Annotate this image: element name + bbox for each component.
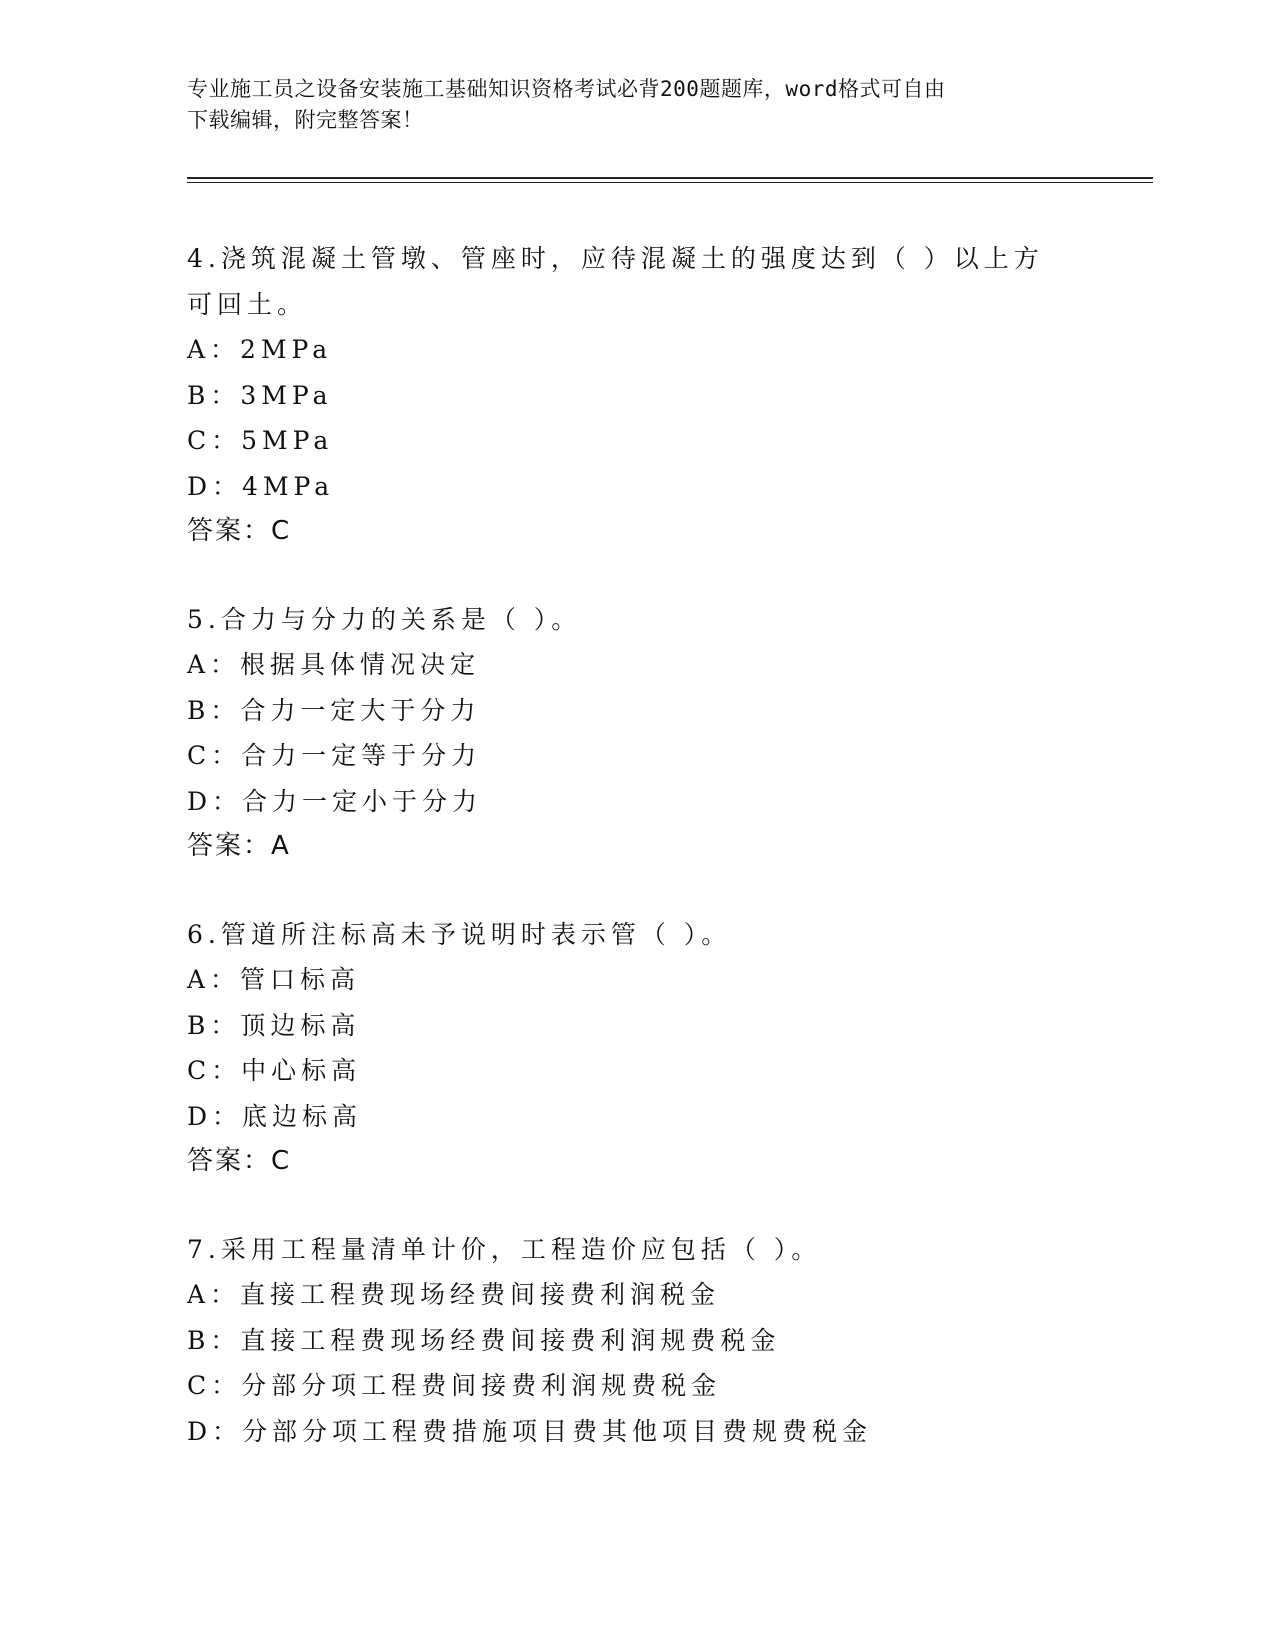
option-a: A：管口标高 (187, 965, 361, 994)
header-line-1: 专业施工员之设备安装施工基础知识资格考试必背200题题库，word格式可自由 (187, 77, 946, 101)
question-stem: 4.浇筑混凝土管墩、管座时，应待混凝土的强度达到（ ）以上方可回土。 (187, 244, 1044, 319)
answer-label: 答案：A (187, 831, 291, 861)
option-d: D：分部分项工程费措施项目费其他项目费规费税金 (187, 1416, 873, 1446)
option-c: C：5MPa (187, 426, 334, 455)
option-a: A：2MPa (187, 335, 333, 364)
header-divider-thin (187, 182, 1153, 183)
option-a: A：根据具体情况决定 (187, 650, 481, 679)
header-line-2: 下载编辑，附完整答案！ (187, 108, 424, 132)
question-list (187, 236, 1087, 1496)
question-5 (187, 597, 1087, 870)
question-stem: 5.合力与分力的关系是（ ）。 (187, 604, 582, 634)
document-header (187, 74, 1087, 136)
answer-label: 答案：C (187, 516, 292, 546)
option-b: B：直接工程费现场经费间接费利润规费税金 (187, 1325, 781, 1355)
option-d: D：合力一定小于分力 (187, 786, 483, 816)
question-stem: 6.管道所注标高未予说明时表示管（ ）。 (187, 919, 732, 949)
option-b: B：合力一定大于分力 (187, 695, 481, 725)
option-b: B：3MPa (187, 380, 333, 410)
header-divider-thick (187, 177, 1153, 179)
option-c: C：分部分项工程费间接费利润规费税金 (187, 1371, 722, 1400)
option-a: A：直接工程费现场经费间接费利润税金 (187, 1280, 721, 1309)
question-6 (187, 912, 1087, 1185)
option-d: D：底边标高 (187, 1101, 363, 1131)
option-d: D：4MPa (187, 471, 335, 501)
question-stem: 7.采用工程量清单计价，工程造价应包括（ ）。 (187, 1234, 822, 1264)
option-b: B：顶边标高 (187, 1010, 361, 1040)
question-4 (187, 236, 1087, 555)
answer-label: 答案：C (187, 1146, 292, 1176)
option-c: C：中心标高 (187, 1056, 362, 1085)
option-c: C：合力一定等于分力 (187, 741, 482, 770)
question-7 (187, 1227, 1087, 1455)
